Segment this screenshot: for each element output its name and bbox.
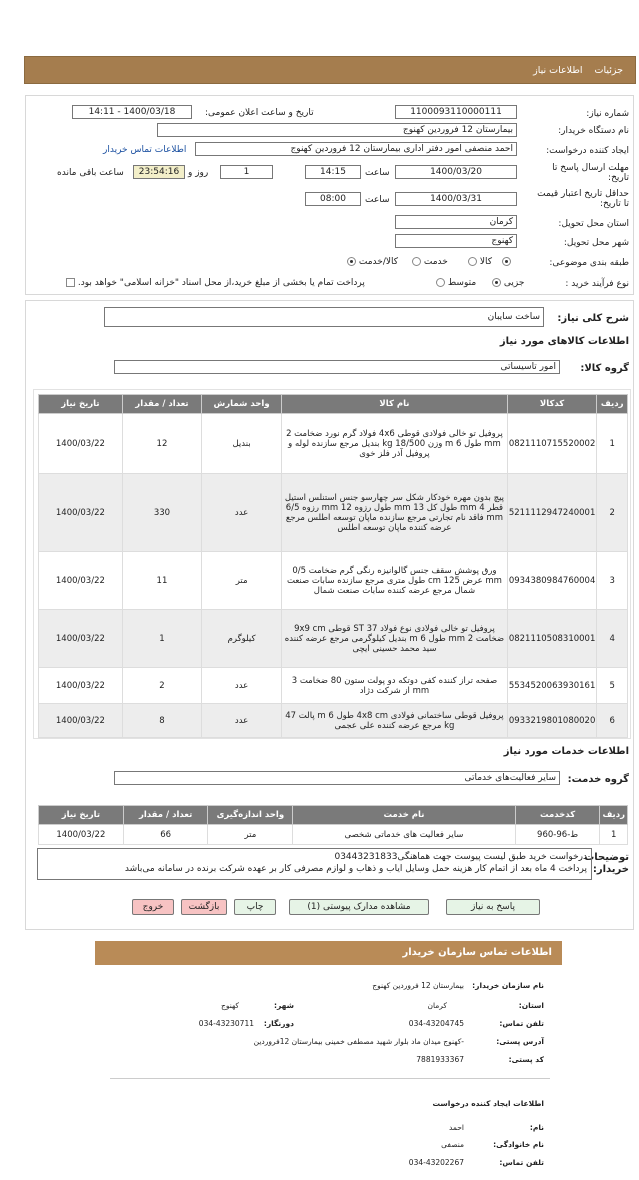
cell-date: 1400/03/22 bbox=[39, 704, 123, 738]
remaining-time-field: 23:54:16 bbox=[133, 165, 185, 179]
cell-row: 2 bbox=[597, 474, 628, 552]
proc-partial-text: جزیی bbox=[503, 278, 525, 288]
cell-name: پروفیل تو خالی فولادی نوع فولاد ST 37 قوطی 9x9 cm ضخامت 2 mm طول 6 m بندیل کیلوگرمی مرجع عرضه کننده سید محمد حسینی ایچی bbox=[282, 610, 508, 668]
proc-partial-radio[interactable] bbox=[492, 278, 501, 287]
goods-col-name: نام کالا bbox=[282, 395, 508, 414]
need-number-label: شماره نیاز: bbox=[586, 109, 629, 119]
contact-province: کرمان bbox=[427, 1001, 447, 1010]
cat-topic-radio-wrap[interactable] bbox=[502, 257, 511, 267]
svc-col-date: تاریخ نیاز bbox=[39, 806, 124, 825]
cat-goods-service-option[interactable] bbox=[347, 257, 398, 267]
cell-name: صفحه تراز کننده کفی دوتکه دو پولت ستون 80 ضخامت 3 mm از شرکت دژاد bbox=[282, 668, 508, 704]
cell-qty: 1 bbox=[122, 610, 201, 668]
cat-goods-radio[interactable] bbox=[468, 257, 477, 266]
proc-medium-radio[interactable] bbox=[436, 278, 445, 287]
category-label: طبقه بندی موضوعی: bbox=[549, 258, 629, 268]
cell-unit: متر bbox=[202, 552, 282, 610]
cell-code: 0821110715520002 bbox=[507, 414, 597, 474]
creator-label: ایجاد کننده درخواست: bbox=[546, 146, 629, 156]
table-row[interactable] bbox=[39, 825, 628, 845]
goods-info-title: اطلاعات کالاهای مورد نیاز bbox=[499, 336, 629, 347]
cell-qty: 66 bbox=[123, 825, 208, 845]
services-table bbox=[38, 805, 628, 845]
contact-buyer-name-label: نام سازمان خریدار: bbox=[472, 981, 544, 990]
announce-field: 1400/03/18 - 14:11 bbox=[72, 105, 192, 119]
service-group-field: سایر فعالیت‌های خدماتی bbox=[114, 771, 560, 785]
cell-qty: 11 bbox=[122, 552, 201, 610]
creator-phone-label: تلفن تماس: bbox=[499, 1158, 544, 1167]
cell-name: پروفیل تو خالی فولادی قوطی 4x6 فولاد گرم نورد ضخامت 2 mm طول 6 m وزن 18/500 kg بندیل مرجع سازنده لوله و پروفیل آذر فلز خوی bbox=[282, 414, 508, 474]
cell-qty: 12 bbox=[122, 414, 201, 474]
contact-city: کهنوج bbox=[220, 1001, 239, 1010]
cell-name: ورق پوشش سقف جنس گالوانیزه رنگی گرم ضخامت 0/5 mm عرض 125 cm طول متری مرجع سازنده سابات صنعت شمال مرجع عرضه کننده سابات صنعت شمال bbox=[282, 552, 508, 610]
contact-divider bbox=[110, 1078, 550, 1079]
cell-code: 0821110508310001 bbox=[507, 610, 597, 668]
cell-row: 1 bbox=[597, 414, 628, 474]
creator-first-name: احمد bbox=[449, 1123, 464, 1132]
process-label: نوع فرآیند خرید : bbox=[565, 279, 629, 289]
print-button[interactable]: چاپ bbox=[234, 899, 276, 915]
province-field: کرمان bbox=[395, 215, 517, 229]
creator-first-name-label: نام: bbox=[529, 1123, 544, 1132]
cell-row: 1 bbox=[600, 825, 628, 845]
buyer-notes-line2: پرداخت 4 ماه بعد از اتمام کار هزینه حمل وسایل ایاب و ذهاب و لوازم مصرفی کار بر عهده شرکت برنده در سامانه می‌باشد bbox=[124, 864, 587, 874]
contact-city-label: شهر: bbox=[274, 1001, 294, 1010]
cell-code: ط-96-960 bbox=[515, 825, 600, 845]
cell-unit: عدد bbox=[202, 668, 282, 704]
goods-col-code: کدکالا bbox=[507, 395, 597, 414]
send-date-field: 1400/03/20 bbox=[395, 165, 517, 179]
cat-service-option[interactable] bbox=[412, 257, 448, 267]
cat-goods-text: کالا bbox=[479, 257, 493, 267]
svc-col-name: نام خدمت bbox=[293, 806, 516, 825]
contact-postal-label: کد پستی: bbox=[508, 1055, 544, 1064]
cat-service-radio[interactable] bbox=[412, 257, 421, 266]
creator-last-name: منصفی bbox=[441, 1140, 464, 1149]
buyer-notes-box bbox=[37, 848, 592, 880]
cell-row: 3 bbox=[597, 552, 628, 610]
send-time-label: ساعت bbox=[365, 168, 390, 178]
cell-date: 1400/03/22 bbox=[39, 825, 124, 845]
creator-last-name-label: نام خانوادگی: bbox=[493, 1140, 544, 1149]
exit-button[interactable]: خروج bbox=[132, 899, 174, 915]
cell-row: 4 bbox=[597, 610, 628, 668]
svc-col-qty: تعداد / مقدار bbox=[123, 806, 208, 825]
cell-date: 1400/03/22 bbox=[39, 552, 123, 610]
cell-unit: کیلوگرم bbox=[202, 610, 282, 668]
table-row[interactable] bbox=[39, 610, 628, 668]
contact-province-label: استان: bbox=[518, 1001, 544, 1010]
summary-field: ساخت سایبان bbox=[104, 307, 544, 327]
goods-group-field: امور تاسیساتی bbox=[114, 360, 560, 374]
buyer-contact-link[interactable]: اطلاعات تماس خریدار bbox=[103, 145, 187, 155]
remaining-label: ساعت باقی مانده bbox=[57, 168, 124, 178]
cell-date: 1400/03/22 bbox=[39, 668, 123, 704]
goods-table-header bbox=[39, 395, 628, 414]
top-navigation-bar bbox=[24, 56, 636, 84]
city-label: شهر محل تحویل: bbox=[563, 238, 629, 248]
cell-code: 5211112947240001 bbox=[507, 474, 597, 552]
payment-note-text: پرداخت تمام یا بخشی از مبلغ خرید،از محل اسناد "خزانه اسلامی" خواهد بود. bbox=[77, 278, 365, 288]
svc-col-row: ردیف bbox=[600, 806, 628, 825]
svc-col-code: کدخدمت bbox=[515, 806, 600, 825]
cat-goods-service-text: کالا/خدمت bbox=[358, 257, 399, 267]
tab-details[interactable]: جزئیات bbox=[594, 64, 623, 76]
contact-fax-label: دورنگار: bbox=[263, 1019, 294, 1028]
cat-goods-option[interactable] bbox=[468, 257, 492, 267]
days-field: 1 bbox=[220, 165, 273, 179]
cat-topic-radio[interactable] bbox=[502, 257, 511, 266]
cell-date: 1400/03/22 bbox=[39, 610, 123, 668]
proc-medium-text: متوسط bbox=[447, 278, 477, 288]
service-group-label: گروه خدمت: bbox=[567, 774, 629, 785]
svc-col-unit: واحد اندازه‌گیری bbox=[208, 806, 293, 825]
cell-code: 0933219801080020 bbox=[507, 704, 597, 738]
cell-unit: بندیل bbox=[202, 414, 282, 474]
goods-col-row: ردیف bbox=[597, 395, 628, 414]
cell-qty: 8 bbox=[122, 704, 201, 738]
city-field: کهنوج bbox=[395, 234, 517, 248]
services-table-header bbox=[39, 806, 628, 825]
cat-service-text: خدمت bbox=[423, 257, 448, 267]
services-title: اطلاعات خدمات مورد نیاز bbox=[503, 746, 629, 757]
buyer-notes-line1: درخواست خرید طبق لیست پیوست جهت هماهنگی03443231833 bbox=[334, 852, 587, 862]
proc-medium-option[interactable] bbox=[436, 278, 476, 288]
summary-label: شرح کلی نیاز: bbox=[557, 313, 629, 324]
payment-checkbox[interactable] bbox=[66, 278, 75, 287]
contact-phone: 034-43204745 bbox=[408, 1019, 464, 1028]
buyer-notes-label: توضیحات خریدار: bbox=[584, 852, 629, 875]
cell-row: 5 bbox=[597, 668, 628, 704]
cell-row: 6 bbox=[597, 704, 628, 738]
back-button[interactable]: بازگشت bbox=[181, 899, 227, 915]
table-row[interactable] bbox=[39, 668, 628, 704]
creator-info-title: اطلاعات ایجاد کننده درخواست bbox=[432, 1099, 544, 1108]
goods-col-qty: تعداد / مقدار bbox=[122, 395, 201, 414]
validity-time-field: 08:00 bbox=[305, 192, 361, 206]
goods-col-date: تاریخ نیاز bbox=[39, 395, 123, 414]
day-label: روز و bbox=[188, 168, 209, 178]
validity-time-label: ساعت bbox=[365, 195, 390, 205]
table-row[interactable] bbox=[39, 414, 628, 474]
tab-need-info[interactable]: اطلاعات نیاز bbox=[533, 64, 583, 76]
cell-unit: متر bbox=[208, 825, 293, 845]
announce-label: تاریخ و ساعت اعلان عمومی: bbox=[205, 108, 314, 118]
goods-table bbox=[38, 394, 628, 738]
buyer-org-label: نام دستگاه خریدار: bbox=[558, 126, 629, 136]
cell-unit: عدد bbox=[202, 704, 282, 738]
cell-date: 1400/03/22 bbox=[39, 474, 123, 552]
cell-code: 5534520063930161 bbox=[507, 668, 597, 704]
province-label: استان محل تحویل: bbox=[558, 219, 629, 229]
goods-group-label: گروه کالا: bbox=[580, 363, 629, 374]
reply-button[interactable]: پاسخ به نیاز bbox=[446, 899, 540, 915]
cell-unit: عدد bbox=[202, 474, 282, 552]
creator-field: احمد منصفی امور دفتر اداری بیمارستان 12 فروردین کهنوج bbox=[195, 142, 517, 156]
min-validity-label: حداقل تاریخ اعتبار قیمت تا تاریخ: bbox=[537, 189, 629, 209]
contact-phone-label: تلفن تماس: bbox=[499, 1019, 544, 1028]
attachments-button[interactable]: مشاهده مدارک پیوستی (1) bbox=[289, 899, 429, 915]
contact-buyer-name: بیمارستان 12 فروردین کهنوج bbox=[372, 981, 464, 990]
cell-code: 0934380984760004 bbox=[507, 552, 597, 610]
cell-name: پیچ بدون مهره خودکار شکل سر چهارسو جنس استنلس استیل قطر 4 mm طول کل 13 mm طول رزوه 12 mm رزوه 6/5 mm فاقد نام تجارتی مرجع سازنده ماپان توسعه اطلس مرجع عرضه کننده ماپان توسعه اطلس bbox=[282, 474, 508, 552]
goods-col-unit: واحد شمارش bbox=[202, 395, 282, 414]
contact-postal: 7881933367 bbox=[416, 1055, 464, 1064]
table-row[interactable] bbox=[39, 552, 628, 610]
cell-qty: 330 bbox=[122, 474, 201, 552]
table-row[interactable] bbox=[39, 704, 628, 738]
payment-note-option[interactable] bbox=[66, 278, 365, 288]
cell-qty: 2 bbox=[122, 668, 201, 704]
cell-name: سایر فعالیت های خدماتی شخصی bbox=[293, 825, 516, 845]
send-time-field: 14:15 bbox=[305, 165, 361, 179]
contact-address: -کهنوج میدان ماد بلوار شهید مصطفی خمینی بیمارستان 12فروردین bbox=[253, 1037, 464, 1046]
send-deadline-label: مهلت ارسال پاسخ تا تاریخ: bbox=[552, 163, 629, 183]
contact-address-label: آدرس پستی: bbox=[496, 1037, 544, 1046]
creator-phone: 034-43202267 bbox=[408, 1158, 464, 1167]
contact-header: اطلاعات تماس سازمان خریدار bbox=[95, 941, 562, 965]
cell-date: 1400/03/22 bbox=[39, 414, 123, 474]
cell-name: پروفیل قوطی ساختمانی فولادی 4x8 cm طول 6 m پالت 47 kg مرجع عرضه کننده علی عجمی bbox=[282, 704, 508, 738]
proc-partial-option[interactable] bbox=[492, 278, 524, 288]
validity-date-field: 1400/03/31 bbox=[395, 192, 517, 206]
contact-fax: 034-43230711 bbox=[198, 1019, 254, 1028]
cat-goods-service-radio[interactable] bbox=[347, 257, 356, 266]
need-number-field: 1100093110000111 bbox=[395, 105, 517, 119]
buyer-org-field: بیمارستان 12 فروردین کهنوج bbox=[157, 123, 517, 137]
table-row[interactable] bbox=[39, 474, 628, 552]
